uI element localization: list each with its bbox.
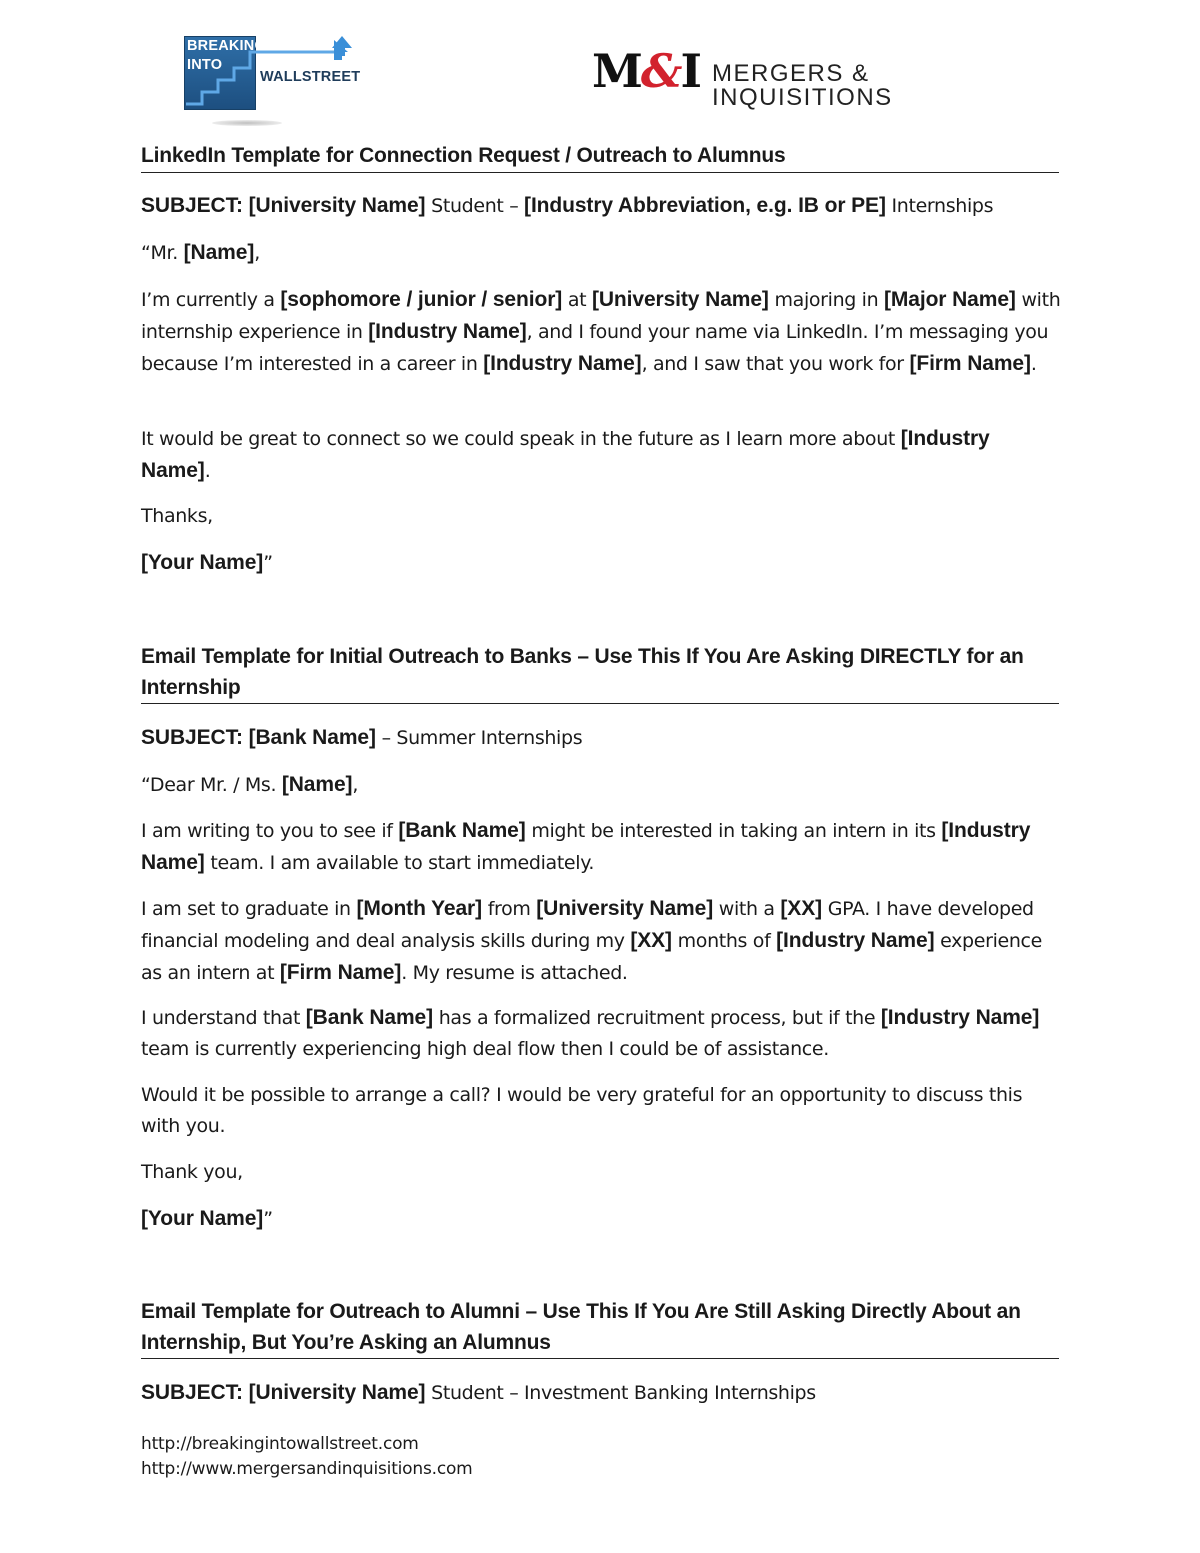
breaking-into-wallstreet-logo	[182, 34, 361, 130]
section1-closing: Thanks,	[141, 505, 213, 527]
section3-rule	[141, 1358, 1059, 1359]
section3-title-line1: Email Template for Outreach to Alumni – Use This If You Are Still Asking Directly About an	[141, 1300, 1021, 1323]
section2-greeting: “Dear Mr. / Ms. [Name],	[141, 773, 359, 796]
section2-title-line2: Internship	[141, 676, 241, 699]
mi-logo-mark: M&I	[592, 44, 700, 98]
section3-title-line2: Internship, But You’re Asking an Alumnus	[141, 1331, 551, 1354]
section2-title-line1: Email Template for Initial Outreach to Banks – Use This If You Are Asking DIRECTLY for an	[141, 645, 1024, 668]
section1-title: LinkedIn Template for Connection Request / Outreach to Alumnus	[141, 144, 786, 167]
section2-paragraph1: I am writing to you to see if [Bank Name] might be interested in taking an intern in its [Industry Name] team. I am available to start immediately.	[141, 819, 1031, 874]
section1-paragraph1: I’m currently a [sophomore / junior / senior] at [University Name] majoring in [Major Name] with internship experience in [Industry Name], and I found your name via LinkedIn. I’m messaging you because I’m interested in a career in [Industry Name], and I saw that you work for [Firm Name].	[141, 288, 1061, 375]
biw-logo-line1: BREAKING	[187, 38, 266, 54]
section2-paragraph4: Would it be possible to arrange a call? I would be very grateful for an opportunity to discuss this with you.	[141, 1084, 1023, 1137]
section2-paragraph2: I am set to graduate in [Month Year] from [University Name] with a [XX] GPA. I have developed financial modeling and deal analysis skills during my [XX] months of [Industry Name] experience as an intern at [Firm Name]. My resume is attached.	[141, 897, 1042, 984]
biw-logo-line3: WALLSTREET	[260, 69, 361, 85]
section1-subject: SUBJECT: [University Name] Student – [Industry Abbreviation, e.g. IB or PE] Internships	[141, 194, 994, 217]
footer-link-mi[interactable]: http://www.mergersandinquisitions.com	[141, 1459, 473, 1479]
section2-subject: SUBJECT: [Bank Name] – Summer Internships	[141, 726, 583, 749]
section3-subject: SUBJECT: [University Name] Student – Investment Banking Internships	[141, 1381, 816, 1404]
section2-signature: [Your Name]”	[141, 1207, 273, 1230]
mergers-inquisitions-logo	[592, 44, 1052, 111]
footer-link-biw[interactable]: http://breakingintowallstreet.com	[141, 1434, 419, 1454]
section2-rule	[141, 703, 1059, 704]
section2-paragraph3: I understand that [Bank Name] has a formalized recruitment process, but if the [Industry Name] team is currently experiencing high deal flow then I could be of assistance.	[141, 1006, 1040, 1060]
section1-greeting: “Mr. [Name],	[141, 241, 260, 264]
mi-logo-wordmark: MERGERS & INQUISITIONS	[712, 60, 893, 111]
section1-paragraph2: It would be great to connect so we could speak in the future as I learn more about [Industry Name].	[141, 427, 990, 482]
biw-logo-line2: INTO	[187, 57, 223, 73]
section1-rule	[141, 172, 1059, 173]
biw-logo-shadow	[212, 120, 282, 126]
section1-signature: [Your Name]”	[141, 551, 273, 574]
section2-closing: Thank you,	[141, 1161, 243, 1183]
